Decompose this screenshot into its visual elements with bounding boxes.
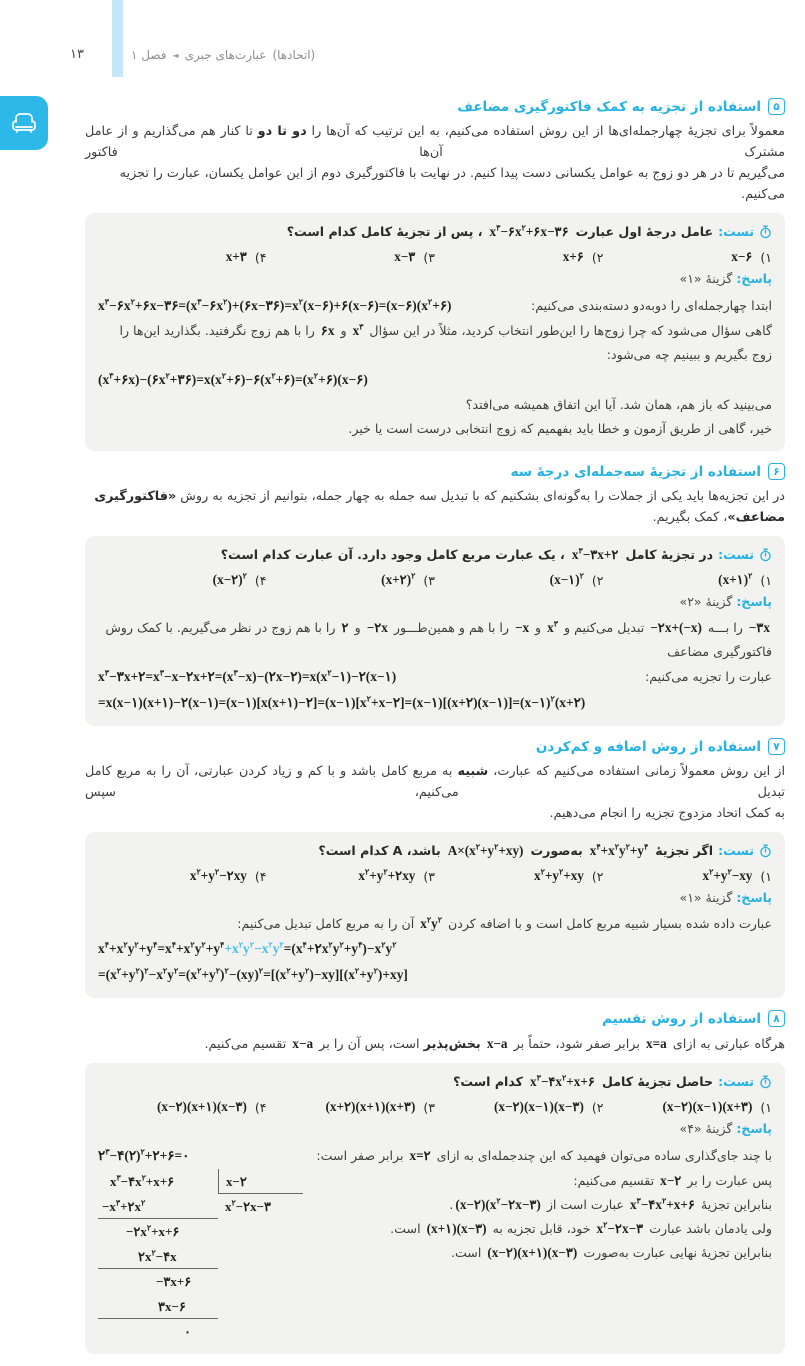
test-5-question — [98, 222, 772, 242]
stopwatch-icon — [759, 225, 772, 239]
test-7-answer — [98, 888, 772, 908]
option-4-formula: $x^۲+y^۲-۲xy$ — [189, 867, 247, 883]
t6-f5: −۲x — [366, 620, 388, 635]
section-5-title: استفاده از تجزیه به کمک فاکتورگیری مضاعف — [457, 98, 761, 115]
t6-t1: را بـــه — [703, 620, 747, 635]
option-3 — [267, 572, 436, 588]
section-6-title: استفاده از تجزیهٔ سه‌جمله‌ای درجهٔ سه — [510, 463, 761, 480]
t7-eq1-cyan-term: $+x^۲y^۲-x^۲y^۲$ — [224, 940, 284, 956]
test-7-question — [98, 841, 772, 861]
page-number: ۱۳ — [70, 47, 84, 62]
option-3-label: (۳ — [423, 249, 435, 265]
t8-q-text1: حاصل تجزیهٔ کامل — [601, 1074, 714, 1089]
division-divisor: x−۲ — [218, 1169, 303, 1194]
t6-q-text1: در تجزیهٔ کامل — [625, 547, 714, 562]
t8-e4a: ولی یادمان باشد عبارت — [645, 1221, 772, 1236]
option-3-formula: (x+۲)(x+۱)(x+۳) — [325, 1099, 416, 1114]
test-5-answer — [98, 269, 772, 289]
t8-e3 — [303, 1193, 772, 1217]
t5-explain-line2 — [98, 319, 772, 367]
section-7-title: استفاده از روش اضافه و کم‌کردن — [535, 738, 761, 755]
answer-choice: گزینهٔ «۲» — [679, 594, 733, 609]
t6-q-formula: $x^۳-۳x+۲$ — [571, 546, 619, 562]
chapter-paren: (اتحادها) — [272, 48, 316, 62]
option-4 — [98, 572, 267, 588]
test-8-options — [98, 1099, 772, 1115]
t8-e1b: برابر صفر است: — [316, 1148, 408, 1163]
option-1-formula: $x^۲+y^۲-xy$ — [702, 867, 753, 883]
option-1-label: (۱ — [760, 868, 772, 884]
test-5-options — [98, 249, 772, 265]
t6-t5: و — [350, 620, 365, 635]
option-2-formula: (x−۲)(x−۱)(x−۳) — [493, 1099, 584, 1114]
option-2-formula: (x−۱)$^۲$ — [549, 571, 584, 587]
option-3 — [267, 868, 436, 884]
t5-e2a: گاهی سؤال می‌شود که چرا زوج‌ها را این‌طور انتخاب کردید، مثلاً در این سؤال — [365, 323, 772, 338]
option-3-formula: x−۳ — [394, 249, 416, 264]
test-8-question — [98, 1072, 772, 1092]
chapter-tab — [0, 96, 48, 150]
section-7-heading — [85, 738, 785, 755]
s8-intro-t3: است، پس آن را بر — [315, 1037, 424, 1052]
t6-t4: را با هم و همین‌طـــور — [389, 620, 513, 635]
option-2-label: (۲ — [591, 868, 604, 884]
t8-e5-formula: (x−۲)(x+۱)(x−۳) — [487, 1245, 578, 1260]
option-1 — [604, 1099, 773, 1115]
division-remainder: ۰ — [184, 1324, 191, 1339]
t8-e4-formula2: (x+۱)(x−۳) — [426, 1221, 487, 1236]
option-1 — [604, 868, 773, 884]
section-7-badge: ۷ — [768, 738, 785, 755]
test-6-answer — [98, 592, 772, 612]
t8-e2-formula: x−۲ — [660, 1173, 682, 1188]
option-4-label: (۴ — [254, 249, 267, 265]
s8-intro-t4: تقسیم می‌کنیم. — [204, 1037, 291, 1052]
option-1-label: (۱ — [760, 572, 772, 588]
division-step-2: $-۲x^۲+x+۶$ — [126, 1223, 180, 1239]
option-2 — [435, 572, 604, 588]
test-box-6 — [85, 536, 785, 726]
section-6-heading — [85, 463, 785, 480]
stopwatch-icon — [759, 1075, 772, 1089]
option-4-label: (۴ — [254, 1099, 267, 1115]
t8-q-formula: $x^۳-۴x^۲+x+۶$ — [529, 1073, 595, 1089]
s6-intro-text2: ، کمک بگیریم. — [652, 510, 728, 525]
option-4 — [98, 1099, 267, 1115]
s6-intro-text: در این تجزیه‌ها باید یکی از جملات را به‌گونه‌ای بشکنیم که با تبدیل سه جمله به چهار جمله، بتوانیم از تجزیه به روش — [176, 489, 785, 504]
t5-e2-formula2: ۶x — [320, 323, 335, 338]
option-1-formula: (x+۱)$^۲$ — [718, 571, 753, 587]
t8-e1 — [316, 1144, 772, 1168]
t6-t3: و — [531, 620, 546, 635]
t8-e3-formula2: $(x-۲)(x^۲-۲x-۳)$ — [455, 1196, 541, 1212]
t6-equation-2: $=x(x-۱)(x+۱)-۲(x-۱)=(x-۱)[x(x+۱)-۲]=(x-۱)[x^۲+x-۲]=(x-۱)[(x+۲)(x-۱)]=(x-۱)^۲(x+۲)$ — [98, 694, 586, 710]
t5-equation-2: $(x^۳+۶x)-(۶x^۲+۳۶)=x(x^۲+۶)-۶(x^۲+۶)=(x^۲+۶)(x-۶)$ — [98, 371, 368, 387]
section-5-badge: ۵ — [768, 98, 785, 115]
t5-explain-line4: خیر، گاهی از طریق آزمون و خطا باید بفهمیم که زوج انتخابی درست است یا خیر. — [348, 421, 772, 436]
section-8-badge: ۸ — [768, 1010, 785, 1027]
t6-t2: تبدیل می‌کنیم و — [559, 620, 649, 635]
option-4-label: (۴ — [254, 572, 267, 588]
t5-explain-line3: می‌بینید که باز هم، همان شد. آیا این اتفاق همیشه می‌افتد؟ — [465, 397, 772, 412]
t6-q-text2: ، یک عبارت مربع کامل وجود دارد. آن عبارت کدام است؟ — [220, 547, 565, 562]
t5-q-text1: عامل درجهٔ اول عبارت — [575, 224, 714, 239]
t6-explain-text2: عبارت را تجزیه می‌کنیم: — [645, 669, 772, 684]
division-step-4: −۳x+۶ — [156, 1274, 192, 1289]
section-5-heading — [85, 98, 785, 115]
t6-t6: را با هم زوج در نظر می‌گیریم. با کمک روش فاکتورگیری مضاعف — [105, 620, 772, 659]
option-1 — [604, 249, 773, 265]
test-box-5 — [85, 213, 785, 451]
test-8-answer — [98, 1119, 772, 1139]
t8-e2 — [303, 1169, 772, 1193]
t8-division-section — [98, 1169, 772, 1344]
t8-e5b: است. — [450, 1245, 486, 1260]
t8-e3-formula1: $x^۳-۴x^۲+x+۶$ — [629, 1196, 695, 1212]
option-3-formula: (x+۲)$^۲$ — [381, 571, 416, 587]
t6-equation-1: $x^۳-۳x+۲=x^۳-x-۲x+۲=(x^۳-x)-(۲x-۲)=x(x^۲-۱)-۲(x-۱)$ — [98, 668, 397, 684]
option-4-formula: (x−۲)(x+۱)(x−۳) — [156, 1099, 247, 1114]
division-right-column — [218, 1169, 303, 1344]
s5-intro-text: معمولاً برای تجزیهٔ چهارجمله‌ای‌ها از این روش استفاده می‌کنیم، به این ترتیب که آن‌ها را — [306, 124, 785, 139]
option-2-label: (۲ — [591, 1099, 604, 1115]
test-label: تست: — [718, 224, 754, 239]
section-8-heading — [85, 1010, 785, 1027]
t7-q-text1: اگر تجزیهٔ — [655, 843, 714, 858]
t6-f6: ۲ — [341, 620, 349, 635]
option-4 — [98, 249, 267, 265]
t8-check-row — [98, 1143, 772, 1169]
division-step-1: $-x^۳+۲x^۲$ — [98, 1194, 218, 1219]
division-dividend: $x^۳-۴x^۲+x+۶$ — [110, 1173, 175, 1189]
breadcrumb-arrow-icon: ◄ — [172, 50, 179, 60]
t6-explain-line1 — [98, 616, 772, 664]
option-2 — [435, 249, 604, 265]
t7-q-text3: باشد، A کدام است؟ — [318, 843, 441, 858]
answer-label: پاسخ: — [736, 890, 772, 905]
t5-e2c: را با هم زوج نگرفتید. بگذارید این‌ها را زوج بگیریم و ببینیم چه می‌شود: — [119, 323, 772, 362]
t8-e3b: عبارت است از — [542, 1197, 628, 1212]
s7-intro-bold: شبیه — [457, 764, 489, 779]
division-left-column — [98, 1169, 218, 1344]
breadcrumb — [131, 48, 315, 62]
t7-q-formula1: $x^۴+x^۲y^۲+y^۴$ — [589, 842, 649, 858]
option-1-label: (۱ — [760, 1099, 772, 1115]
page-content — [85, 94, 785, 1366]
s7-intro-text2: به مربع کامل باشد و با کم و زیاد کردن عبارتی، آن را به مربع کامل تبدیل می‌کنیم، سپس — [85, 764, 785, 800]
option-2-formula: $x^۲+y^۲+xy$ — [534, 867, 584, 883]
long-division — [98, 1169, 303, 1344]
test-box-7 — [85, 832, 785, 998]
option-2 — [435, 1099, 604, 1115]
t7-e1-formula: $x^۲y^۲$ — [420, 915, 442, 931]
t7-e1b: آن را به مربع کامل تبدیل می‌کنیم: — [237, 916, 419, 931]
test-6-question — [98, 545, 772, 565]
t8-e2a: پس عبارت را بر — [683, 1173, 772, 1188]
section-7-intro-line1 — [85, 761, 785, 803]
section-6-badge: ۶ — [768, 463, 785, 480]
t5-explain-text1: ابتدا چهارجمله‌ای را دوبه‌دو دسته‌بندی می‌کنیم: — [531, 298, 772, 313]
s5-intro-text2: تا کنار هم می‌گذاریم و از عامل مشترک آن‌ها فاکتور — [85, 124, 785, 160]
t8-e1a: با چند جای‌گذاری ساده می‌توان فهمید که این چندجمله‌ای به ازای — [432, 1148, 772, 1163]
test-6-options — [98, 572, 772, 588]
option-4-formula: x+۳ — [225, 249, 247, 264]
t6-f4: −x — [514, 620, 530, 635]
t5-e2b: و — [336, 323, 351, 338]
section-5-intro-line2: می‌گیریم تا در هر دو زوج به عوامل یکسانی دست پیدا کنیم. در نهایت با فاکتورگیری دوم از این عوامل یکسان، عبارت را تجزیه می‌کنیم. — [119, 166, 785, 202]
stopwatch-icon — [759, 548, 772, 562]
header-accent-bar — [112, 0, 123, 77]
t7-equation-1 — [98, 936, 772, 962]
t8-e4 — [303, 1217, 772, 1241]
option-3-formula: $x^۲+y^۲+۲xy$ — [358, 867, 416, 883]
option-3-label: (۳ — [423, 1099, 435, 1115]
s8-intro-t2: برابر صفر شود، حتماً بر — [509, 1037, 644, 1052]
option-2-formula: x+۶ — [562, 249, 584, 264]
t8-q-text2: کدام است؟ — [453, 1074, 523, 1089]
s5-intro-bold: دو تا دو — [257, 124, 307, 139]
answer-label: پاسخ: — [736, 1121, 772, 1136]
test-box-8 — [85, 1063, 785, 1354]
t7-explain-line1 — [98, 912, 772, 936]
section-8-intro — [85, 1033, 785, 1055]
t8-e3c: . — [449, 1197, 454, 1212]
chapter-label: فصل ۱ — [131, 48, 167, 62]
option-2 — [435, 868, 604, 884]
option-3 — [267, 1099, 436, 1115]
test-label: تست: — [718, 1074, 754, 1089]
chapter-title: عبارت‌های جبری — [184, 48, 267, 62]
t5-explain-row1 — [98, 293, 772, 319]
t8-e5 — [303, 1241, 772, 1265]
answer-label: پاسخ: — [736, 271, 772, 286]
option-1-label: (۱ — [760, 249, 772, 265]
option-3-label: (۳ — [423, 572, 435, 588]
t7-e1a: عبارت داده شده بسیار شبیه مربع کامل است و با اضافه کردن — [443, 916, 772, 931]
s8-intro-f3: x−a — [292, 1036, 314, 1051]
t8-e2b: تقسیم می‌کنیم: — [573, 1173, 659, 1188]
section-5-intro-line1 — [85, 121, 785, 163]
s8-intro-f1: x=a — [645, 1036, 667, 1051]
option-3-label: (۳ — [423, 868, 435, 884]
s8-intro-t1: هرگاه عبارتی به ازای — [668, 1037, 785, 1052]
option-4-formula: (x−۲)$^۲$ — [212, 571, 247, 587]
t5-equation-1: $x^۳-۶x^۲+۶x-۳۶=(x^۳-۶x^۲)+(۶x-۳۶)=x^۲(x-۶)+۶(x-۶)=(x-۶)(x^۲+۶)$ — [98, 297, 452, 313]
t8-check-equation: $۲^۳-۴(۲)^۲+۲+۶=۰$ — [98, 1147, 190, 1163]
option-1-formula: (x−۲)(x−۱)(x+۳) — [662, 1099, 753, 1114]
t7-eq1-part1: $x^۴+x^۲y^۲+y^۴=x^۴+x^۲y^۲+y^۴$ — [98, 940, 225, 956]
t5-q-formula: $x^۳-۶x^۲+۶x-۳۶$ — [489, 223, 569, 239]
test-label: تست: — [718, 547, 754, 562]
division-step-5: ۳x−۶ — [98, 1294, 218, 1319]
option-2-label: (۲ — [591, 249, 604, 265]
t8-e5a: بنابراین تجزیهٔ نهایی عبارت به‌صورت — [579, 1245, 772, 1260]
t8-division-texts — [303, 1169, 772, 1265]
section-6-intro — [85, 486, 785, 528]
t7-eq1-part2: $=(x^۴+۲x^۲y^۲+y^۴)-x^۲y^۲$ — [283, 940, 397, 956]
answer-label: پاسخ: — [736, 594, 772, 609]
t6-f2: −۲x+(−x) — [650, 620, 702, 635]
answer-choice: گزینهٔ «۴» — [679, 1121, 733, 1136]
option-4 — [98, 868, 267, 884]
division-step-3: $۲x^۲-۴x$ — [98, 1244, 218, 1269]
t7-q-formula2: $A\times(x^۲+y^۲+xy)$ — [447, 842, 524, 858]
s6-intro-bold: «فاکتورگیری مضاعف» — [94, 489, 785, 525]
t5-q-text2: ، پس از تجزیهٔ کامل کدام است؟ — [286, 224, 483, 239]
test-label: تست: — [718, 843, 754, 858]
s8-intro-bold: بخش‌پذیر — [423, 1037, 481, 1052]
t8-e4c: است. — [390, 1221, 425, 1236]
division-quotient: $x^۲-۲x-۳$ — [225, 1198, 271, 1214]
s7-intro-text: از این روش معمولاً زمانی استفاده می‌کنیم که عبارت، — [488, 764, 786, 779]
section-7-intro-line2: به کمک اتحاد مزدوج تجزیه را انجام می‌دهیم. — [549, 806, 785, 821]
t6-f1: −۳x — [748, 620, 770, 635]
option-1 — [604, 572, 773, 588]
s8-intro-f2: x−a — [486, 1036, 508, 1051]
t8-e3a: بنابراین تجزیهٔ — [696, 1197, 772, 1212]
t5-e2-formula1: $x^۳$ — [352, 322, 364, 338]
option-4-label: (۴ — [254, 868, 267, 884]
answer-choice: گزینهٔ «۱» — [679, 271, 733, 286]
t6-explain-row2 — [98, 664, 772, 690]
stopwatch-icon — [759, 844, 772, 858]
option-1-formula: x−۶ — [731, 249, 753, 264]
test-7-options — [98, 868, 772, 884]
t7-equation-2: $=(x^۲+y^۲)^۲-x^۲y^۲=(x^۲+y^۲)^۲-(xy)^۲=[(x^۲+y^۲)-xy][(x^۲+y^۲)+xy]$ — [98, 966, 408, 982]
t6-f3: $x^۳$ — [547, 619, 558, 635]
t8-e4-formula1: $x^۲-۲x-۳$ — [596, 1220, 644, 1236]
armchair-icon — [9, 110, 39, 136]
answer-choice: گزینهٔ «۱» — [679, 890, 733, 905]
t8-e4b: خود، قابل تجزیه به — [488, 1221, 595, 1236]
t7-q-text2: به‌صورت — [530, 843, 583, 858]
option-3 — [267, 249, 436, 265]
t8-e1-formula: x=۲ — [409, 1148, 431, 1163]
option-2-label: (۲ — [591, 572, 604, 588]
section-8-title: استفاده از روش تقسیم — [601, 1010, 761, 1027]
